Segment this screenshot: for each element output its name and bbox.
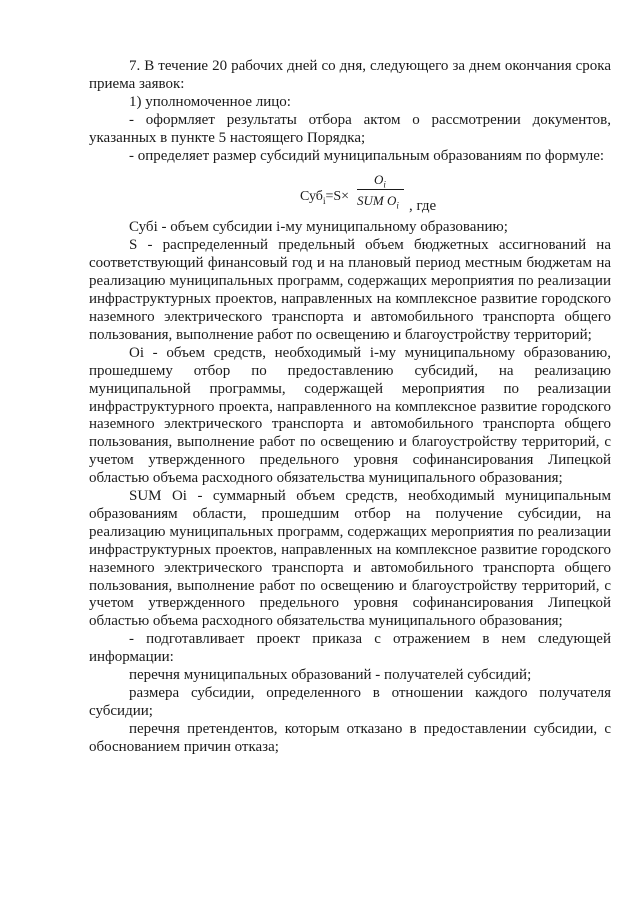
paragraph-subitem-1: 1) уполномоченное лицо: xyxy=(129,93,291,110)
formula-where: , где xyxy=(409,198,437,215)
document-page xyxy=(89,58,611,757)
paragraph-order-draft: - подготавливает проект приказа с отражением в нем следующей информации: xyxy=(89,631,611,666)
formula-numerator xyxy=(374,171,386,195)
definition-sum-oi: SUM Oi - суммарный объем средств, необходимый муниципальным образованиям области, прошедшим отбор на получение субсидии, на реализацию муниципальных программ, содержащих мероприятия по реализации инфраструктурных проектов, направленных на комплексное развитие городского наземного электрического транспорта и автомобильного транспорта общего пользования, выполнение работ по освещению и благоустройству территорий, с учетом утвержденного предельного уровня софинансирования Липецкой областью объема расходного обязательства муниципального образования; xyxy=(89,488,611,630)
subsidy-formula xyxy=(89,165,611,219)
paragraph-recipients-list: перечня муниципальных образований - получателей субсидий; xyxy=(129,667,532,684)
definition-s: S - распределенный предельный объем бюджетных ассигнований на соответствующий финансовый год и на плановый период местным бюджетам на реализацию муниципальных программ, содержащих мероприятия по реализации инфраструктурных проектов, направленных на комплексное развитие городского наземного электрического транспорта и автомобильного транспорта общего пользования, выполнение работ по освещению и благоустройству территорий; xyxy=(89,237,611,343)
formula-den-sub: i xyxy=(396,201,399,212)
definition-oi: Oi - объем средств, необходимый i-му муниципальному образованию, прошедшему отбор по предоставлению субсидий, на реализацию муниципальной программы, содержащей мероприятия по реализации инфраструктурного проекта, направленного на комплексное развитие городского наземного электрического транспорта и автомобильного транспорта общего пользования, выполнение работ по освещению и благоустройству территорий, с учетом утвержденного предельного уровня софинансирования Липецкой областью объема расходного обязательства муниципального образования; xyxy=(89,344,611,487)
formula-lhs xyxy=(300,188,349,211)
formula-denominator xyxy=(357,192,399,216)
formula-den-text: SUM O xyxy=(357,193,397,209)
paragraph-item-7: 7. В течение 20 рабочих дней со дня, следующего за днем окончания срока приема заявок: xyxy=(89,58,611,92)
formula-operator: =S× xyxy=(325,189,350,205)
paragraph-rejected-list: перечня претендентов, которым отказано в предоставлении субсидии, с обоснованием причин отказа; xyxy=(89,720,611,755)
formula-num-text: O xyxy=(374,172,384,188)
paragraph-formula-intro: - определяет размер субсидий муниципальным образованиям по формуле: xyxy=(129,147,605,164)
formula-lhs-text: Суб xyxy=(300,189,323,205)
formula-lhs-sub: i xyxy=(322,196,326,207)
fraction-bar xyxy=(357,189,404,190)
definition-subi: Субi - объем субсидии i-му муниципальному образованию; xyxy=(129,219,508,236)
formula-num-sub: i xyxy=(383,180,386,191)
paragraph-subsidy-size: размера субсидии, определенного в отношении каждого получателя субсидии; xyxy=(89,685,611,719)
paragraph-act: - оформляет результаты отбора актом о рассмотрении документов, указанных в пункте 5 настоящего Порядка; xyxy=(89,111,611,146)
